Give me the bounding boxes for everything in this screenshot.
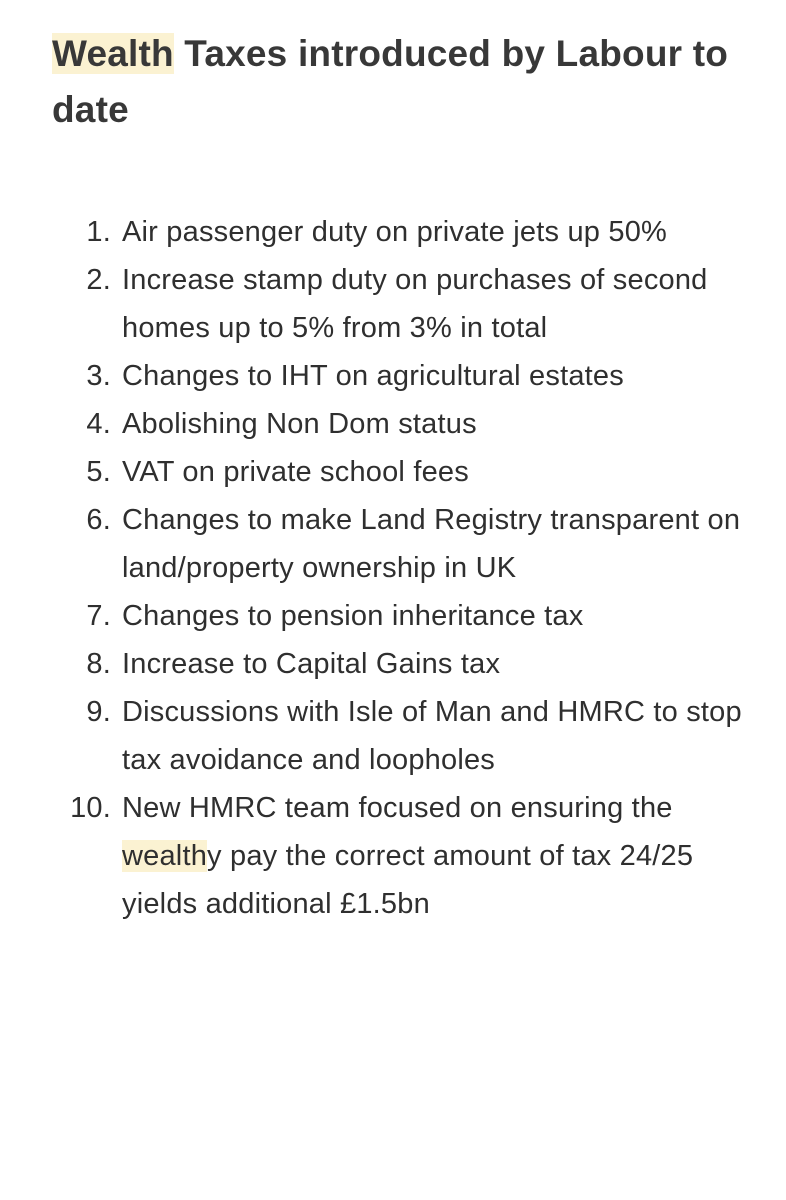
list-item — [52, 688, 752, 784]
list-item-text: Changes to pension inheritance tax — [122, 600, 584, 632]
list-item — [52, 640, 752, 688]
page-title — [52, 26, 752, 138]
list-item — [52, 496, 752, 592]
list-item-text: Abolishing Non Dom status — [122, 408, 477, 440]
title-highlight: Wealth — [52, 33, 174, 74]
list-item-text: VAT on private school fees — [122, 456, 469, 488]
list-item — [52, 448, 752, 496]
title-text: Taxes introduced by Labour to date — [52, 33, 729, 130]
note-document — [52, 26, 752, 920]
list-number: 9. — [86, 696, 111, 728]
list-item — [52, 256, 752, 352]
list-item-text — [122, 792, 693, 920]
list-item-text: Changes to IHT on agricultural estates — [122, 360, 624, 392]
list-item-text-pre: New HMRC team focused on ensuring the — [122, 792, 673, 824]
list-item-text: Changes to make Land Registry transparent on land/property ownership in UK — [122, 504, 741, 584]
list-item-text: Increase to Capital Gains tax — [122, 648, 501, 680]
list-item-text: Discussions with Isle of Man and HMRC to stop tax avoidance and loopholes — [122, 696, 742, 776]
list-item-text: Air passenger duty on private jets up 50% — [122, 216, 668, 248]
list-number: 5. — [86, 456, 111, 488]
list-number: 10. — [70, 792, 111, 824]
list-number: 3. — [86, 360, 111, 392]
list-number: 6. — [86, 504, 111, 536]
tax-list — [52, 208, 752, 928]
list-item — [52, 208, 752, 256]
text-highlight: wealth — [122, 840, 208, 872]
list-item — [52, 400, 752, 448]
list-item — [52, 784, 752, 928]
list-item-text-post: y pay the correct amount of tax 24/25 yields additional £1.5bn — [122, 840, 694, 920]
list-number: 1. — [86, 216, 111, 248]
list-item-text: Increase stamp duty on purchases of second homes up to 5% from 3% in total — [122, 264, 708, 344]
list-number: 4. — [86, 408, 111, 440]
list-number: 8. — [86, 648, 111, 680]
list-number: 7. — [86, 600, 111, 632]
list-item — [52, 352, 752, 400]
list-item — [52, 592, 752, 640]
list-number: 2. — [86, 264, 111, 296]
